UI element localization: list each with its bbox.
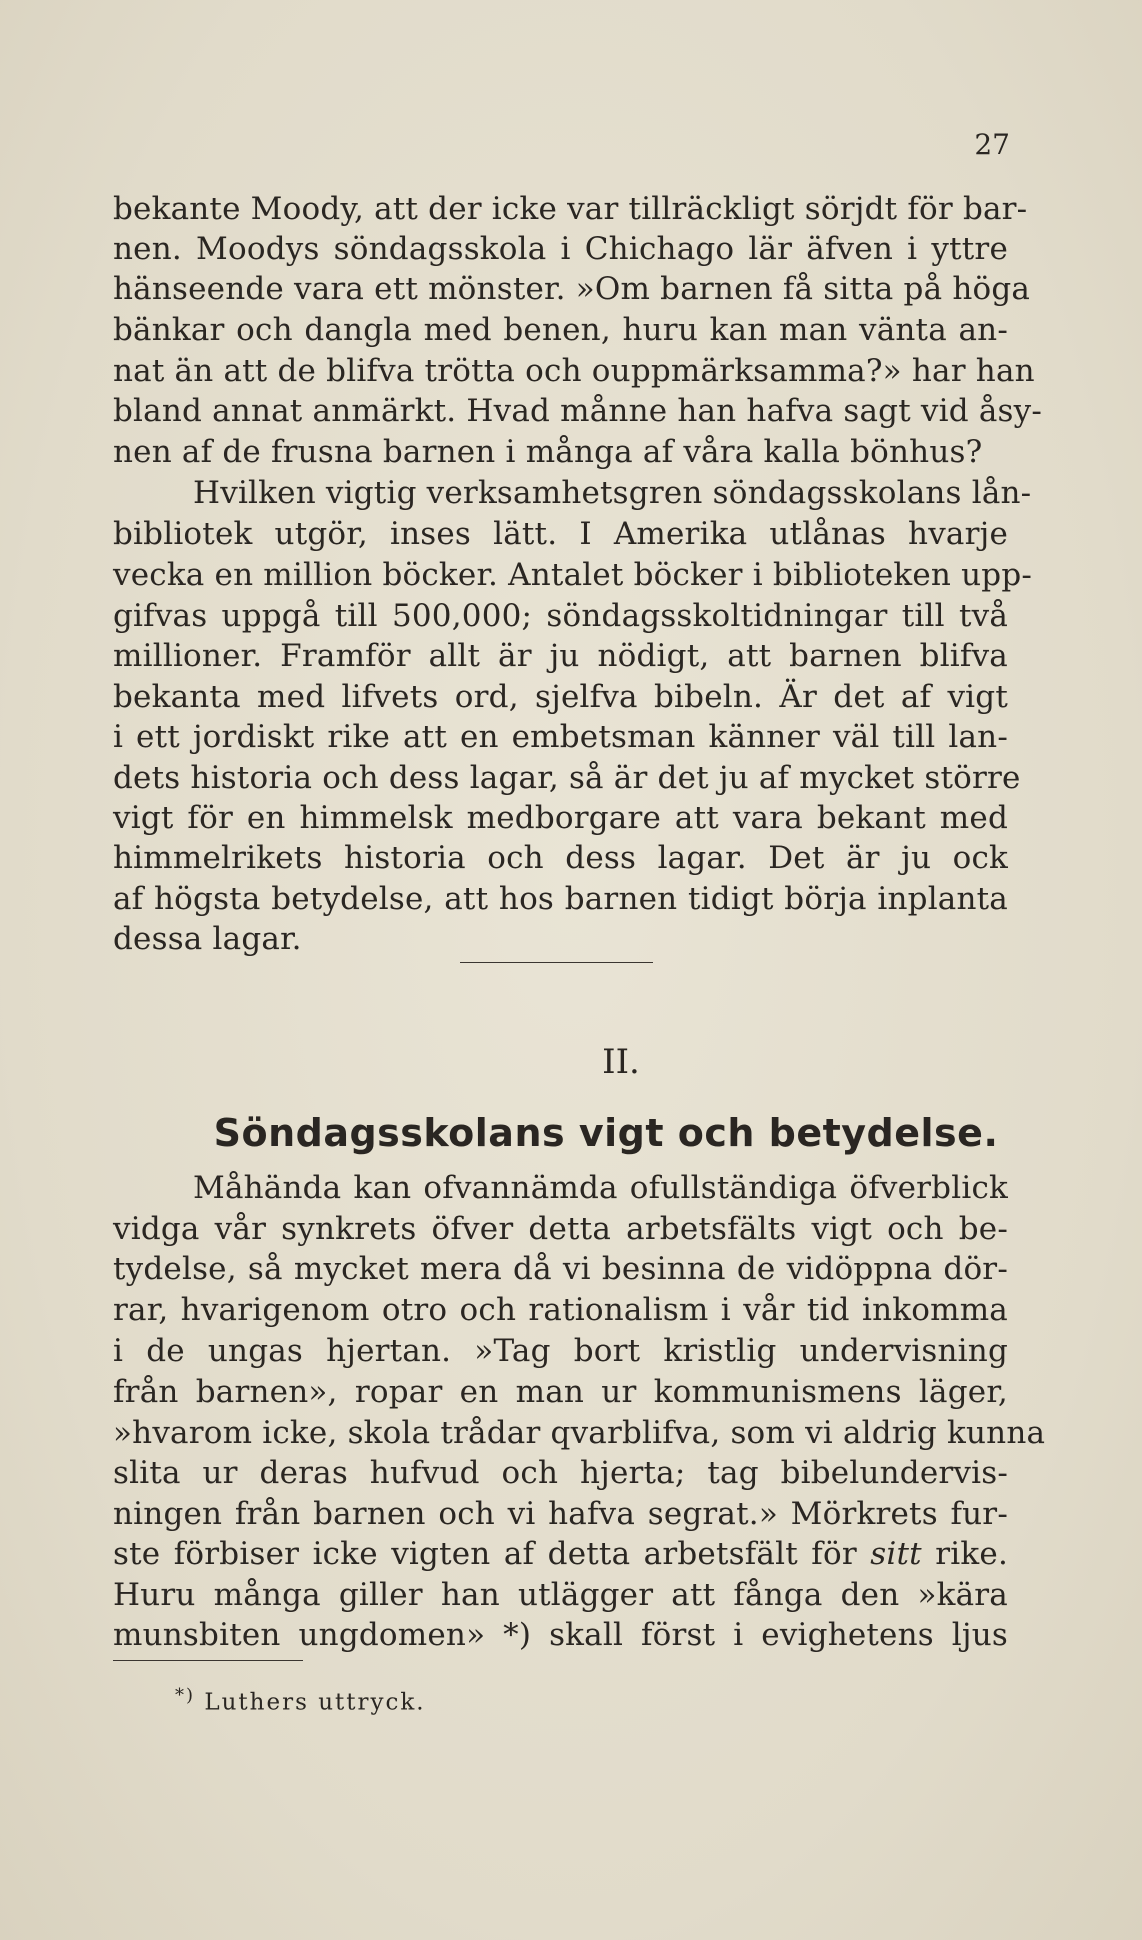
footnote-marker: *)	[175, 1685, 196, 1706]
text-line: nen af de frusna barnen i många af våra kalla bönhus?	[113, 434, 983, 470]
text-line: dessa lagar.	[113, 921, 302, 957]
text-line: himmelrikets historia och dess lagar. Det är ju ock	[113, 840, 1008, 876]
text-line: bänkar och dangla med benen, huru kan man vänta an-	[113, 312, 1008, 348]
text-line: tydelse, så mycket mera då vi besinna de vidöppna dör-	[113, 1251, 1008, 1287]
text-line: bekanta med lifvets ord, sjelfva bibeln. Är det af vigt	[113, 679, 1008, 715]
text-line: bland annat anmärkt. Hvad månne han hafva sagt vid åsy-	[113, 393, 1043, 429]
text-line: vigt för en himmelsk medborgare att vara bekant med	[113, 800, 1008, 836]
text-line: vidga vår synkrets öfver detta arbetsfälts vigt och be-	[113, 1211, 1008, 1247]
text-line: bekante Moody, att der icke var tillräckligt sörjdt för bar-	[113, 191, 1028, 227]
footnote-separator-rule	[113, 1660, 303, 1661]
text-line: från barnen», ropar en man ur kommunismens läger,	[113, 1374, 1008, 1410]
text-line: munsbiten ungdomen» *) skall först i evighetens ljus	[113, 1617, 1008, 1653]
text-line: bibliotek utgör, inses lätt. I Amerika utlånas hvarje	[113, 516, 1008, 552]
text-line: nen. Moodys söndagsskola i Chichago lär äfven i yttre	[113, 231, 1008, 267]
text-line: »hvarom icke, skola trådar qvarblifva, som vi aldrig kunna	[113, 1415, 1046, 1451]
text-line: i ett jordiskt rike att en embetsman känner väl till lan-	[113, 719, 1008, 755]
section-divider-rule	[460, 962, 653, 963]
text-line: vecka en million böcker. Antalet böcker i biblioteken upp-	[113, 557, 1033, 593]
emphasized-word: sitt	[870, 1536, 922, 1572]
text-line: Hvilken vigtig verksamhetsgren söndagsskolans lån-	[193, 475, 1032, 511]
text-line: i de ungas hjertan. »Tag bort kristlig undervisning	[113, 1333, 1008, 1369]
page-number: 27	[974, 128, 1010, 161]
text-line: dets historia och dess lagar, så är det ju af mycket större	[113, 760, 1021, 796]
footnote-text: Luthers uttryck.	[195, 1689, 426, 1716]
section-title: Söndagsskolans vigt och betydelse.	[213, 1111, 999, 1155]
text-segment: rike.	[921, 1536, 1008, 1572]
text-line: Huru många giller han utlägger att fånga den »kära	[113, 1577, 1008, 1613]
text-line: af högsta betydelse, att hos barnen tidigt börja inplanta	[113, 881, 1008, 917]
text-line: rar, hvarigenom otro och rationalism i vår tid inkomma	[113, 1292, 1008, 1328]
text-line: millioner. Framför allt är ju nödigt, att barnen blifva	[113, 638, 1008, 674]
text-segment: ste förbiser icke vigten af detta arbetsfält för	[113, 1536, 871, 1572]
text-line: nat än att de blifva trötta och ouppmärksamma?» har han	[113, 353, 1035, 389]
text-line-with-emphasis	[113, 1534, 1008, 1574]
text-line: ningen från barnen och vi hafva segrat.» Mörkrets fur-	[113, 1496, 1008, 1532]
text-line: slita ur deras hufvud och hjerta; tag bibelundervis-	[113, 1455, 1008, 1491]
text-line: gifvas uppgå till 500,000; söndagsskoltidningar till två	[113, 598, 1008, 634]
section-number: II.	[602, 1042, 640, 1082]
text-line: Måhända kan ofvannämda ofullständiga öfverblick	[193, 1170, 1008, 1206]
text-line: hänseende vara ett mönster. »Om barnen få sitta på höga	[113, 271, 1031, 307]
footnote	[175, 1680, 426, 1719]
